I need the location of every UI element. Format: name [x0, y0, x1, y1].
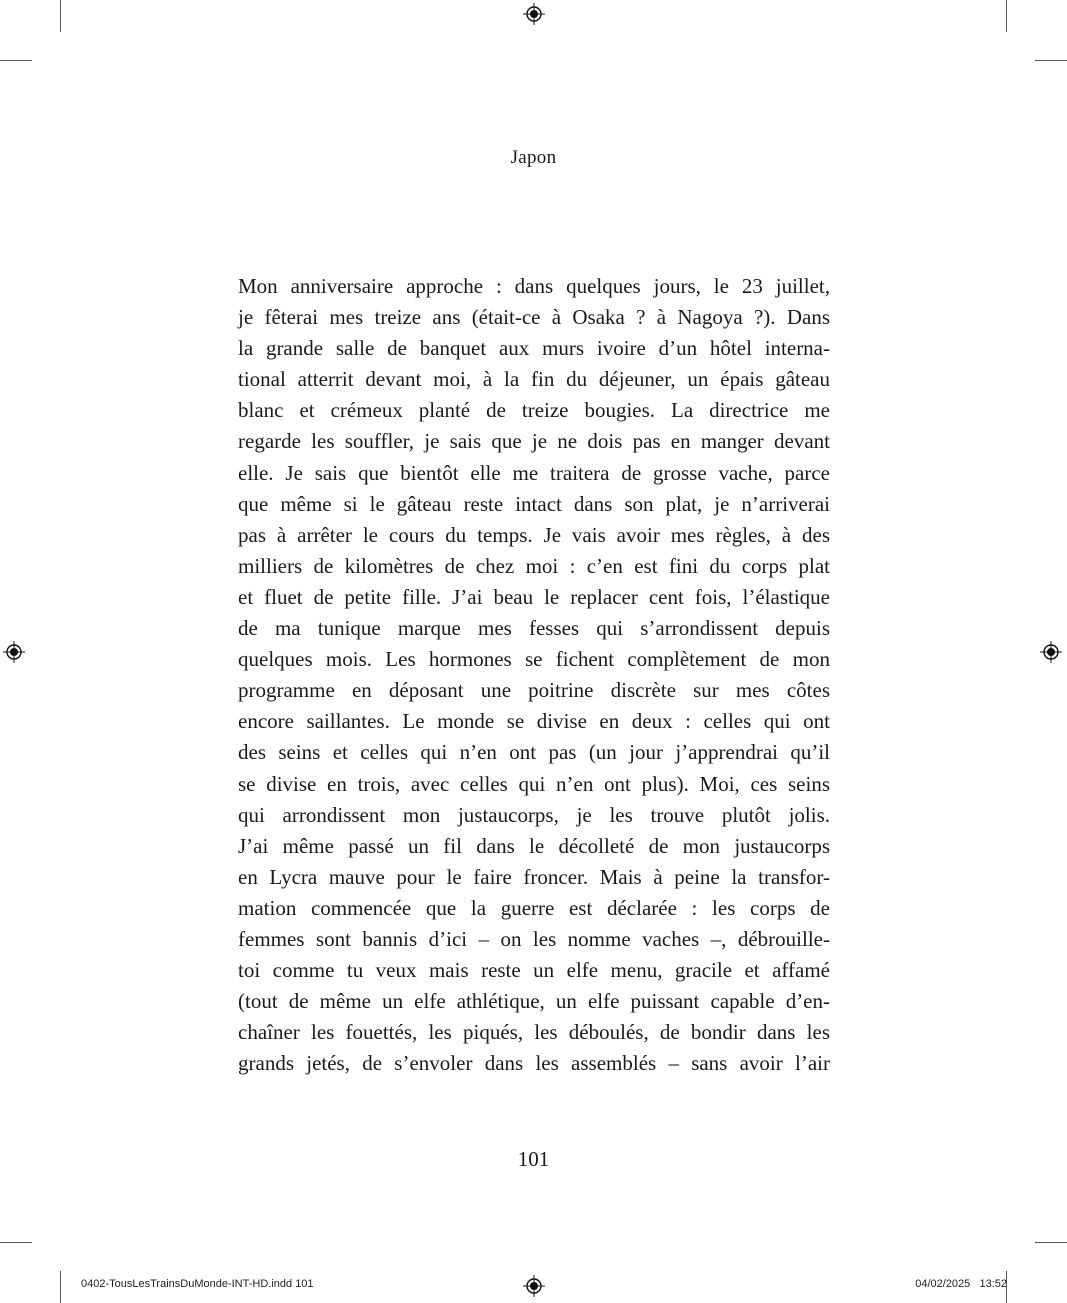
text-line: quelques mois. Les hormones se fichent complètement de mon: [238, 647, 830, 672]
registration-mark-left-icon: [3, 641, 25, 663]
text-line: elle. Je sais que bientôt elle me traitera de grosse vache, parce: [238, 460, 830, 485]
text-line: femmes sont bannis d’ici – on les nomme vaches –, débrouille-: [238, 926, 830, 951]
crop-mark-right-top: [1035, 60, 1067, 61]
slug-date: 04/02/2025: [915, 1278, 971, 1290]
registration-mark-bottom-icon: [523, 1275, 545, 1297]
registration-mark-right-icon: [1040, 641, 1062, 663]
text-line: toi comme tu veux mais reste un elfe menu, gracile et affamé: [238, 958, 830, 983]
text-line: (tout de même un elfe athlétique, un elfe puissant capable d’en-: [238, 989, 830, 1014]
text-line: la grande salle de banquet aux murs ivoire d’un hôtel interna-: [238, 336, 830, 361]
slug-timestamp: [915, 1278, 1007, 1290]
text-line: milliers de kilomètres de chez moi : c’en est fini du corps plat: [238, 553, 830, 578]
text-line: de ma tunique marque mes fesses qui s’arrondissent depuis: [238, 616, 830, 641]
crop-mark-left-bottom: [0, 1242, 32, 1243]
text-line: blanc et crémeux planté de treize bougies. La directrice me: [238, 398, 830, 423]
crop-mark-top-right: [1006, 0, 1007, 32]
crop-mark-right-bottom: [1035, 1242, 1067, 1243]
text-line: que même si le gâteau reste intact dans son plat, je n’arriverai: [238, 491, 830, 516]
text-line: mation commencée que la guerre est déclarée : les corps de: [238, 895, 830, 920]
running-head: Japon: [510, 147, 557, 168]
text-line: tional atterrit devant moi, à la fin du déjeuner, un épais gâteau: [238, 367, 830, 392]
slug-time: 13:52: [979, 1278, 1007, 1290]
text-line: programme en déposant une poitrine discrète sur mes côtes: [238, 678, 830, 703]
body-text: [238, 271, 830, 1079]
text-line: regarde les souffler, je sais que je ne dois pas en manger devant: [238, 429, 830, 454]
registration-mark-top-icon: [523, 3, 545, 25]
text-line: encore saillantes. Le monde se divise en deux : celles qui ont: [238, 709, 830, 734]
text-line: J’ai même passé un fil dans le décolleté de mon justaucorps: [238, 833, 830, 858]
crop-mark-top-left: [60, 0, 61, 32]
page-number: 101: [517, 1147, 550, 1171]
text-line: je fêterai mes treize ans (était-ce à Osaka ? à Nagoya ?). Dans: [238, 305, 830, 330]
text-line: et fluet de petite fille. J’ai beau le replacer cent fois, l’élastique: [238, 584, 830, 609]
text-line: en Lycra mauve pour le faire froncer. Mais à peine la transfor-: [238, 864, 830, 889]
slug-file-name: 0402-TousLesTrainsDuMonde-INT-HD.indd 101: [81, 1278, 314, 1290]
text-line: chaîner les fouettés, les piqués, les déboulés, de bondir dans les: [238, 1020, 830, 1045]
text-line: se divise en trois, avec celles qui n’en ont plus). Moi, ces seins: [238, 771, 830, 796]
text-line: Mon anniversaire approche : dans quelques jours, le 23 juillet,: [238, 274, 830, 298]
text-line: des seins et celles qui n’en ont pas (un jour j’apprendrai qu’il: [238, 740, 830, 765]
text-line: qui arrondissent mon justaucorps, je les trouve plutôt jolis.: [238, 802, 830, 827]
crop-mark-left-top: [0, 60, 32, 61]
crop-mark-bottom-left: [60, 1271, 61, 1303]
text-line: pas à arrêter le cours du temps. Je vais avoir mes règles, à des: [238, 522, 830, 547]
text-line: grands jetés, de s’envoler dans les assemblés – sans avoir l’air: [238, 1051, 830, 1076]
